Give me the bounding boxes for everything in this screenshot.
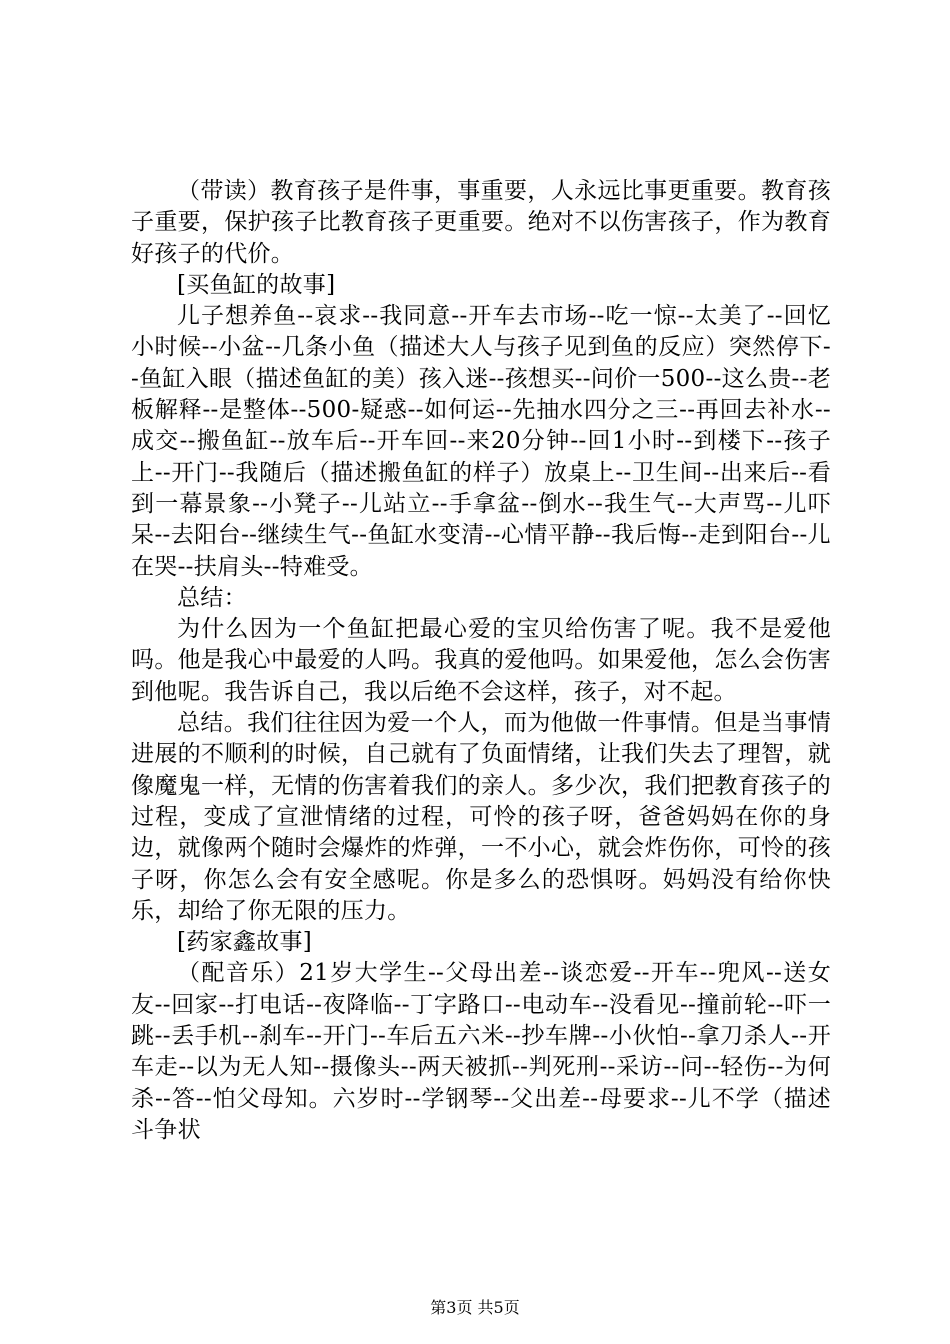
heading-yao-jiaxin-story: [药家鑫故事] <box>177 929 313 956</box>
paragraph-summary-2: 总结。我们往往因为爱一个人，而为他做一件事情。但是当事情进展的不顺利的时候，自己就有了负面情绪，让我们失去了理智，就像魔鬼一样，无情的伤害着我们的亲人。多少次，我们把教育孩子的过程，变成了宣泄情绪的过程，可怜的孩子呀，爸爸妈妈在你的身边，就像两个随时会爆炸的炸弹，一不小心，就会炸伤你，可怜的孩子呀，你怎么会有安全感呢。你是多么的恐惧呀。妈妈没有给你快乐，却给了你无限的压力。 <box>131 710 831 924</box>
heading-fish-tank-story: [买鱼缸的故事] <box>177 271 336 298</box>
paragraph-yao-jiaxin-story: （配音乐）21岁大学生--父母出差--谈恋爱--开车--兜风--送女友--回家--打电话--夜降临--丁字路口--电动车--没看见--撞前轮--吓一跳--丢手机--刹车--开门--车后五六米--抄车牌--小伙怕--拿刀杀人--开车走--以为无人知--摄像头--两天被抓--判死刑--采访--问--轻伤--为何杀--答--怕父母知。六岁时--学钢琴--父出差--母要求--儿不学（描述斗争状 <box>131 960 831 1143</box>
heading-summary-1: 总结： <box>177 584 247 611</box>
paragraph-fish-tank-story: 儿子想养鱼--哀求--我同意--开车去市场--吃一惊--太美了--回忆小时候--小盆--几条小鱼（描述大人与孩子见到鱼的反应）突然停下--鱼缸入眼（描述鱼缸的美）孩入迷--孩想买--问价一500--这么贵--老板解释--是整体--500-疑惑--如何运--先抽水四分之三--再回去补水--成交--搬鱼缸--放车后--开车回--来20分钟--回1小时--到楼下--孩子上--开门--我随后（描述搬鱼缸的样子）放桌上--卫生间--出来后--看到一幕景象--小凳子--儿站立--手拿盆--倒水--我生气--大声骂--儿吓呆--去阳台--继续生气--鱼缸水变清--心情平静--我后悔--走到阳台--儿在哭--扶肩头--特难受。 <box>131 303 831 580</box>
page-footer: 第3页 共5页 <box>430 1298 520 1317</box>
paragraph-summary-1: 为什么因为一个鱼缸把最心爱的宝贝给伤害了呢。我不是爱他吗。他是我心中最爱的人吗。我真的爱他吗。如果爱他，怎么会伤害到他呢。我告诉自己，我以后绝不会这样，孩子，对不起。 <box>131 616 831 705</box>
document-body <box>131 176 831 1146</box>
paragraph-intro: （带读）教育孩子是件事，事重要，人永远比事更重要。教育孩子重要，保护孩子比教育孩子更重要。绝对不以伤害孩子，作为教育好孩子的代价。 <box>131 178 831 267</box>
